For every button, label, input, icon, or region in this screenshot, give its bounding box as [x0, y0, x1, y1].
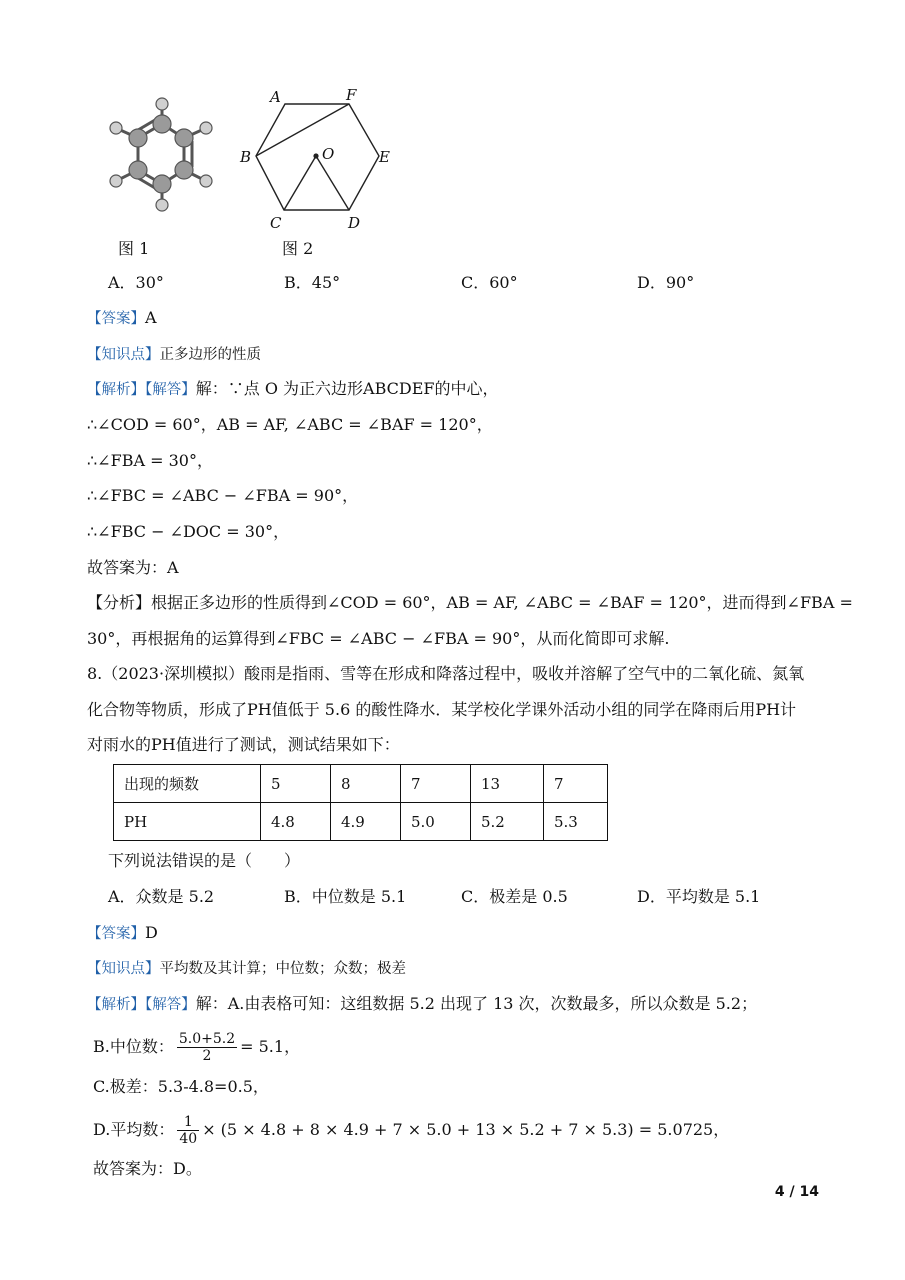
hexagon-figure: [236, 86, 396, 236]
q7-analysis-line-2: ∴∠COD = 60°，AB = AF, ∠ABC = ∠BAF = 120°，: [87, 415, 493, 434]
q8-question: 下列说法错误的是（ ）: [108, 851, 301, 870]
table-row: [114, 765, 608, 803]
answer-tag: 【答案】: [87, 926, 145, 942]
q8-answer-line: [87, 922, 158, 945]
label-O: O: [322, 145, 335, 163]
q8-range-line: C.极差：5.3-4.8=0.5，: [93, 1077, 269, 1096]
q8-median-line: [93, 1030, 300, 1064]
q7-option-a: A．30°: [108, 273, 164, 292]
q8-analysis-line-1: [87, 993, 757, 1016]
figure-2-caption: 图 2: [282, 239, 314, 258]
q7-knowledge-line: [87, 343, 261, 366]
q8-option-a: A．众数是 5.2: [108, 887, 215, 906]
q7-fenxi-text-1: 根据正多边形的性质得到∠COD = 60°，AB = AF, ∠ABC = ∠BAF = 120°，进而得到∠FBA =: [151, 593, 853, 612]
page-number: 4 / 14: [774, 1184, 819, 1200]
median-result: = 5.1，: [240, 1037, 301, 1056]
q7-analysis-line-4: ∴∠FBC = ∠ABC − ∠FBA = 90°，: [87, 486, 359, 505]
q8-option-d: D．平均数是 5.1: [637, 887, 761, 906]
mean-prefix: D.平均数：: [93, 1120, 175, 1139]
q7-option-c: C．60°: [461, 273, 518, 292]
table-cell: 4.9: [331, 803, 401, 841]
fraction-denominator: 2: [202, 1048, 212, 1064]
benzene-molecule-figure: [100, 92, 230, 222]
answer-tag: 【答案】: [87, 311, 145, 327]
q7-answer: A: [145, 308, 157, 327]
ph-table: [113, 764, 608, 841]
q7-option-d: D．90°: [637, 273, 695, 292]
median-prefix: B.中位数：: [93, 1037, 174, 1056]
mean-fraction: [177, 1114, 199, 1147]
fraction-denominator: 40: [179, 1131, 198, 1147]
q7-analysis-line-3: ∴∠FBA = 30°，: [87, 451, 213, 470]
fraction-numerator: 1: [177, 1114, 199, 1131]
median-fraction: [177, 1031, 237, 1064]
label-D: D: [348, 214, 361, 232]
q7-answer-line: [87, 307, 157, 330]
q8-knowledge: 平均数及其计算；中位数；众数；极差: [159, 961, 406, 977]
q7-fenxi-line-2: 30°，再根据角的运算得到∠FBC = ∠ABC − ∠FBA = 90°，从而化简即可求解.: [87, 629, 670, 648]
knowledge-tag: 【知识点】: [87, 347, 160, 363]
q8-mean-line: [93, 1113, 729, 1147]
q8-final-answer: 故答案为：D。: [93, 1159, 202, 1178]
analysis-tag: 【解析】【解答】: [87, 382, 196, 398]
table-cell: 5.2: [471, 803, 544, 841]
table-cell: 出现的频数: [114, 765, 261, 803]
table-cell: 4.8: [261, 803, 331, 841]
q8-stem-line-2: 化合物等物质，形成了PH值低于 5.6 的酸性降水．某学校化学课外活动小组的同学在降雨后用PH计: [87, 700, 797, 719]
table-cell: 8: [331, 765, 401, 803]
label-E: E: [379, 148, 390, 166]
label-A: A: [270, 88, 281, 106]
q7-knowledge: 正多边形的性质: [159, 347, 261, 363]
table-cell: 7: [401, 765, 471, 803]
table-cell: 7: [544, 765, 608, 803]
analysis-tag: 【解析】【解答】: [87, 997, 196, 1013]
q8-knowledge-line: [87, 957, 406, 980]
fenxi-tag: 【分析】: [87, 593, 152, 612]
label-C: C: [270, 214, 282, 232]
mean-result: × (5 × 4.8 + 8 × 4.9 + 7 × 5.0 + 13 × 5.2 + 7 × 5.3) = 5.0725，: [202, 1120, 730, 1139]
table-cell: 5.0: [401, 803, 471, 841]
fraction-numerator: 5.0+5.2: [178, 1031, 236, 1047]
q8-option-c: C．极差是 0.5: [461, 887, 568, 906]
q7-analysis-line-5: ∴∠FBC − ∠DOC = 30°，: [87, 522, 290, 541]
q7-analysis-line-1: [87, 378, 499, 401]
q7-analysis-text-1: 解：∵点 O 为正六边形ABCDEF的中心，: [195, 379, 499, 398]
table-row: [114, 803, 608, 841]
label-B: B: [240, 148, 252, 166]
table-cell: PH: [114, 803, 261, 841]
label-F: F: [346, 86, 357, 104]
table-cell: 5.3: [544, 803, 608, 841]
q7-analysis-line-6: 故答案为：A: [87, 558, 179, 577]
figure-1-caption: 图 1: [118, 239, 150, 258]
q8-stem-line-1: 8.（2023·深圳模拟）酸雨是指雨、雪等在形成和降落过程中，吸收并溶解了空气中的二氧化硫、氮氧: [87, 664, 805, 683]
q8-option-b: B．中位数是 5.1: [284, 887, 407, 906]
table-cell: 5: [261, 765, 331, 803]
q8-stem-line-3: 对雨水的PH值进行了测试，测试结果如下：: [87, 735, 400, 754]
q7-option-b: B．45°: [284, 273, 341, 292]
table-cell: 13: [471, 765, 544, 803]
q8-analysis-text-1: 解：A.由表格可知：这组数据 5.2 出现了 13 次，次数最多，所以众数是 5.2；: [195, 994, 758, 1013]
q8-answer: D: [145, 923, 158, 942]
q7-fenxi-line-1: [87, 592, 853, 614]
knowledge-tag: 【知识点】: [87, 961, 160, 977]
